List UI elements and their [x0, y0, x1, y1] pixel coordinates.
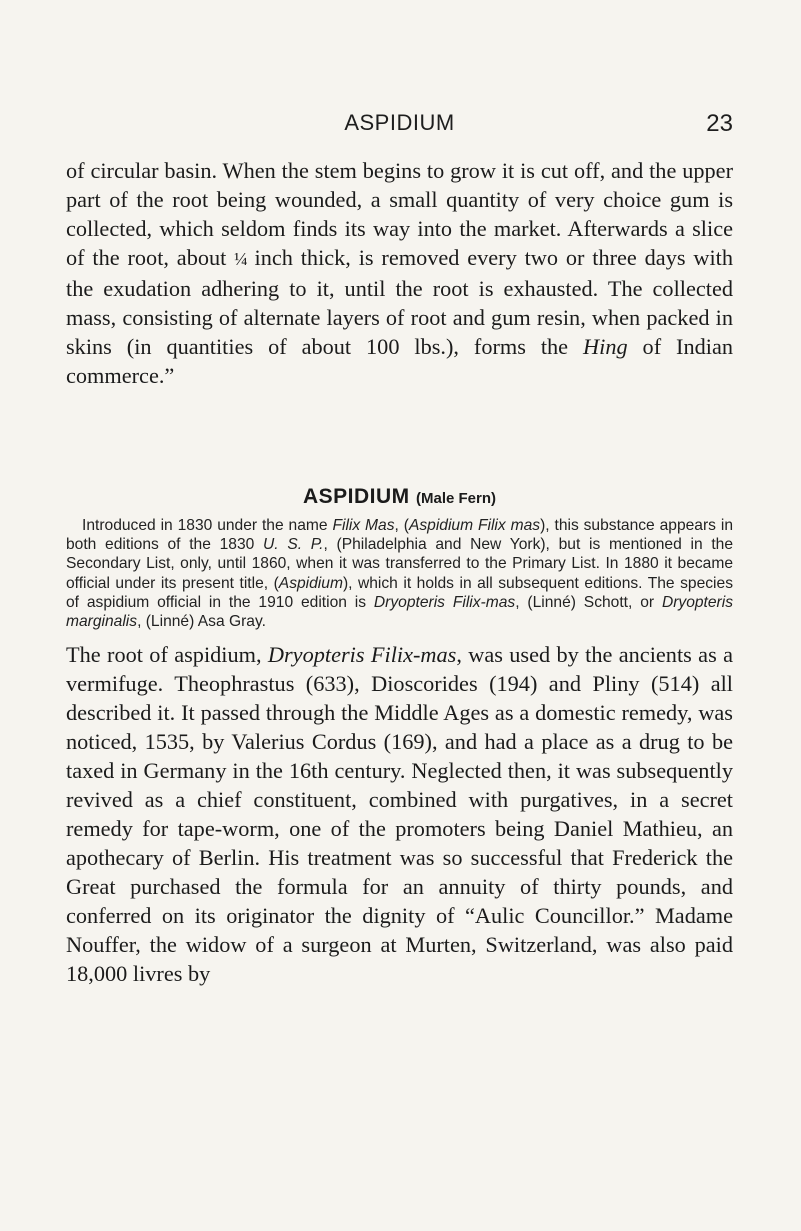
body-paragraph-continued: [66, 156, 733, 390]
note-italic: Dryopteris Filix-mas: [373, 593, 516, 611]
note-italic: Aspidium: [278, 574, 343, 592]
note-text: ), this substance appears in both editions of the 1830: [66, 517, 733, 554]
fraction-quarter: ¼: [234, 249, 247, 269]
note-text: , (Linné) Asa Gray.: [137, 613, 266, 631]
running-title: ASPIDIUM: [344, 110, 455, 135]
section-subtitle: (Male Fern): [416, 490, 497, 507]
note-italic: Filix Mas: [332, 517, 395, 534]
note-text: , (: [394, 517, 409, 534]
note-italic: Aspidium Filix mas: [408, 517, 541, 534]
section-heading: [66, 485, 733, 509]
note-italic: Dryopteris marginalis: [66, 593, 733, 631]
italic-species-name: Dryopteris Filix-mas: [267, 642, 457, 667]
italic-term-hing: Hing: [583, 334, 628, 359]
note-text: , (Linné) Schott, or: [515, 593, 662, 611]
paragraph-text: inch thick, is removed every two or three days with the exudation adhering to it, until the root is exhausted. The collected mass, consisting of alternate layers of root and gum resin, when packed in skins (in quantities of about 100 lbs.), forms the: [66, 245, 733, 359]
paragraph-text: , was used by the ancients as a vermifuge. Theophrastus (633), Dioscorides (194) and Pliny (514) all described it. It passed through the Middle Ages as a domestic remedy, was noticed, 1535, by Valerius Cordus (169), and had a place as a drug to be taxed in Germany in the 16th century. Neglected then, it was subsequently revived as a chief constituent, combined with purgatives, in a secret remedy for tape-worm, one of the promoters being Daniel Mathieu, an apothecary of Berlin. His treatment was so successful that Frederick the Great purchased the formula for an annuity of thirty pounds, and conferred on its originator the dignity of “Aulic Councillor.” Madame Nouffer, the widow of a surgeon at Murten, Switzerland, was also paid 18,000 livres by: [66, 642, 733, 986]
note-italic: U. S. P.: [263, 536, 324, 554]
running-head: [66, 110, 733, 140]
note-text: , (Philadelphia and New York), but is mentioned in the Secondary List, only, until 1860, when it was transferred to the Primary List. In 1880 it became official under its present title, (: [66, 536, 733, 592]
note-text: ), which it holds in all subsequent editions. The species of aspidium official in the 1910 edition is: [66, 574, 733, 611]
page-number: 23: [706, 110, 733, 137]
paragraph-text: The root of aspidium,: [66, 642, 268, 667]
pharmacopoeia-note: [66, 516, 733, 631]
paragraph-text: of Indian commerce.”: [66, 334, 734, 388]
section-title: ASPIDIUM: [302, 485, 410, 508]
paragraph-text: of circular basin. When the stem begins to grow it is cut off, and the upper part of the root being wounded, a small quantity of very choice gum is collected, which seldom finds its way into the market. Afterwards a slice of the root, about: [66, 158, 733, 270]
note-text: Introduced in 1830 under the name: [82, 517, 333, 534]
body-paragraph: [66, 640, 733, 988]
